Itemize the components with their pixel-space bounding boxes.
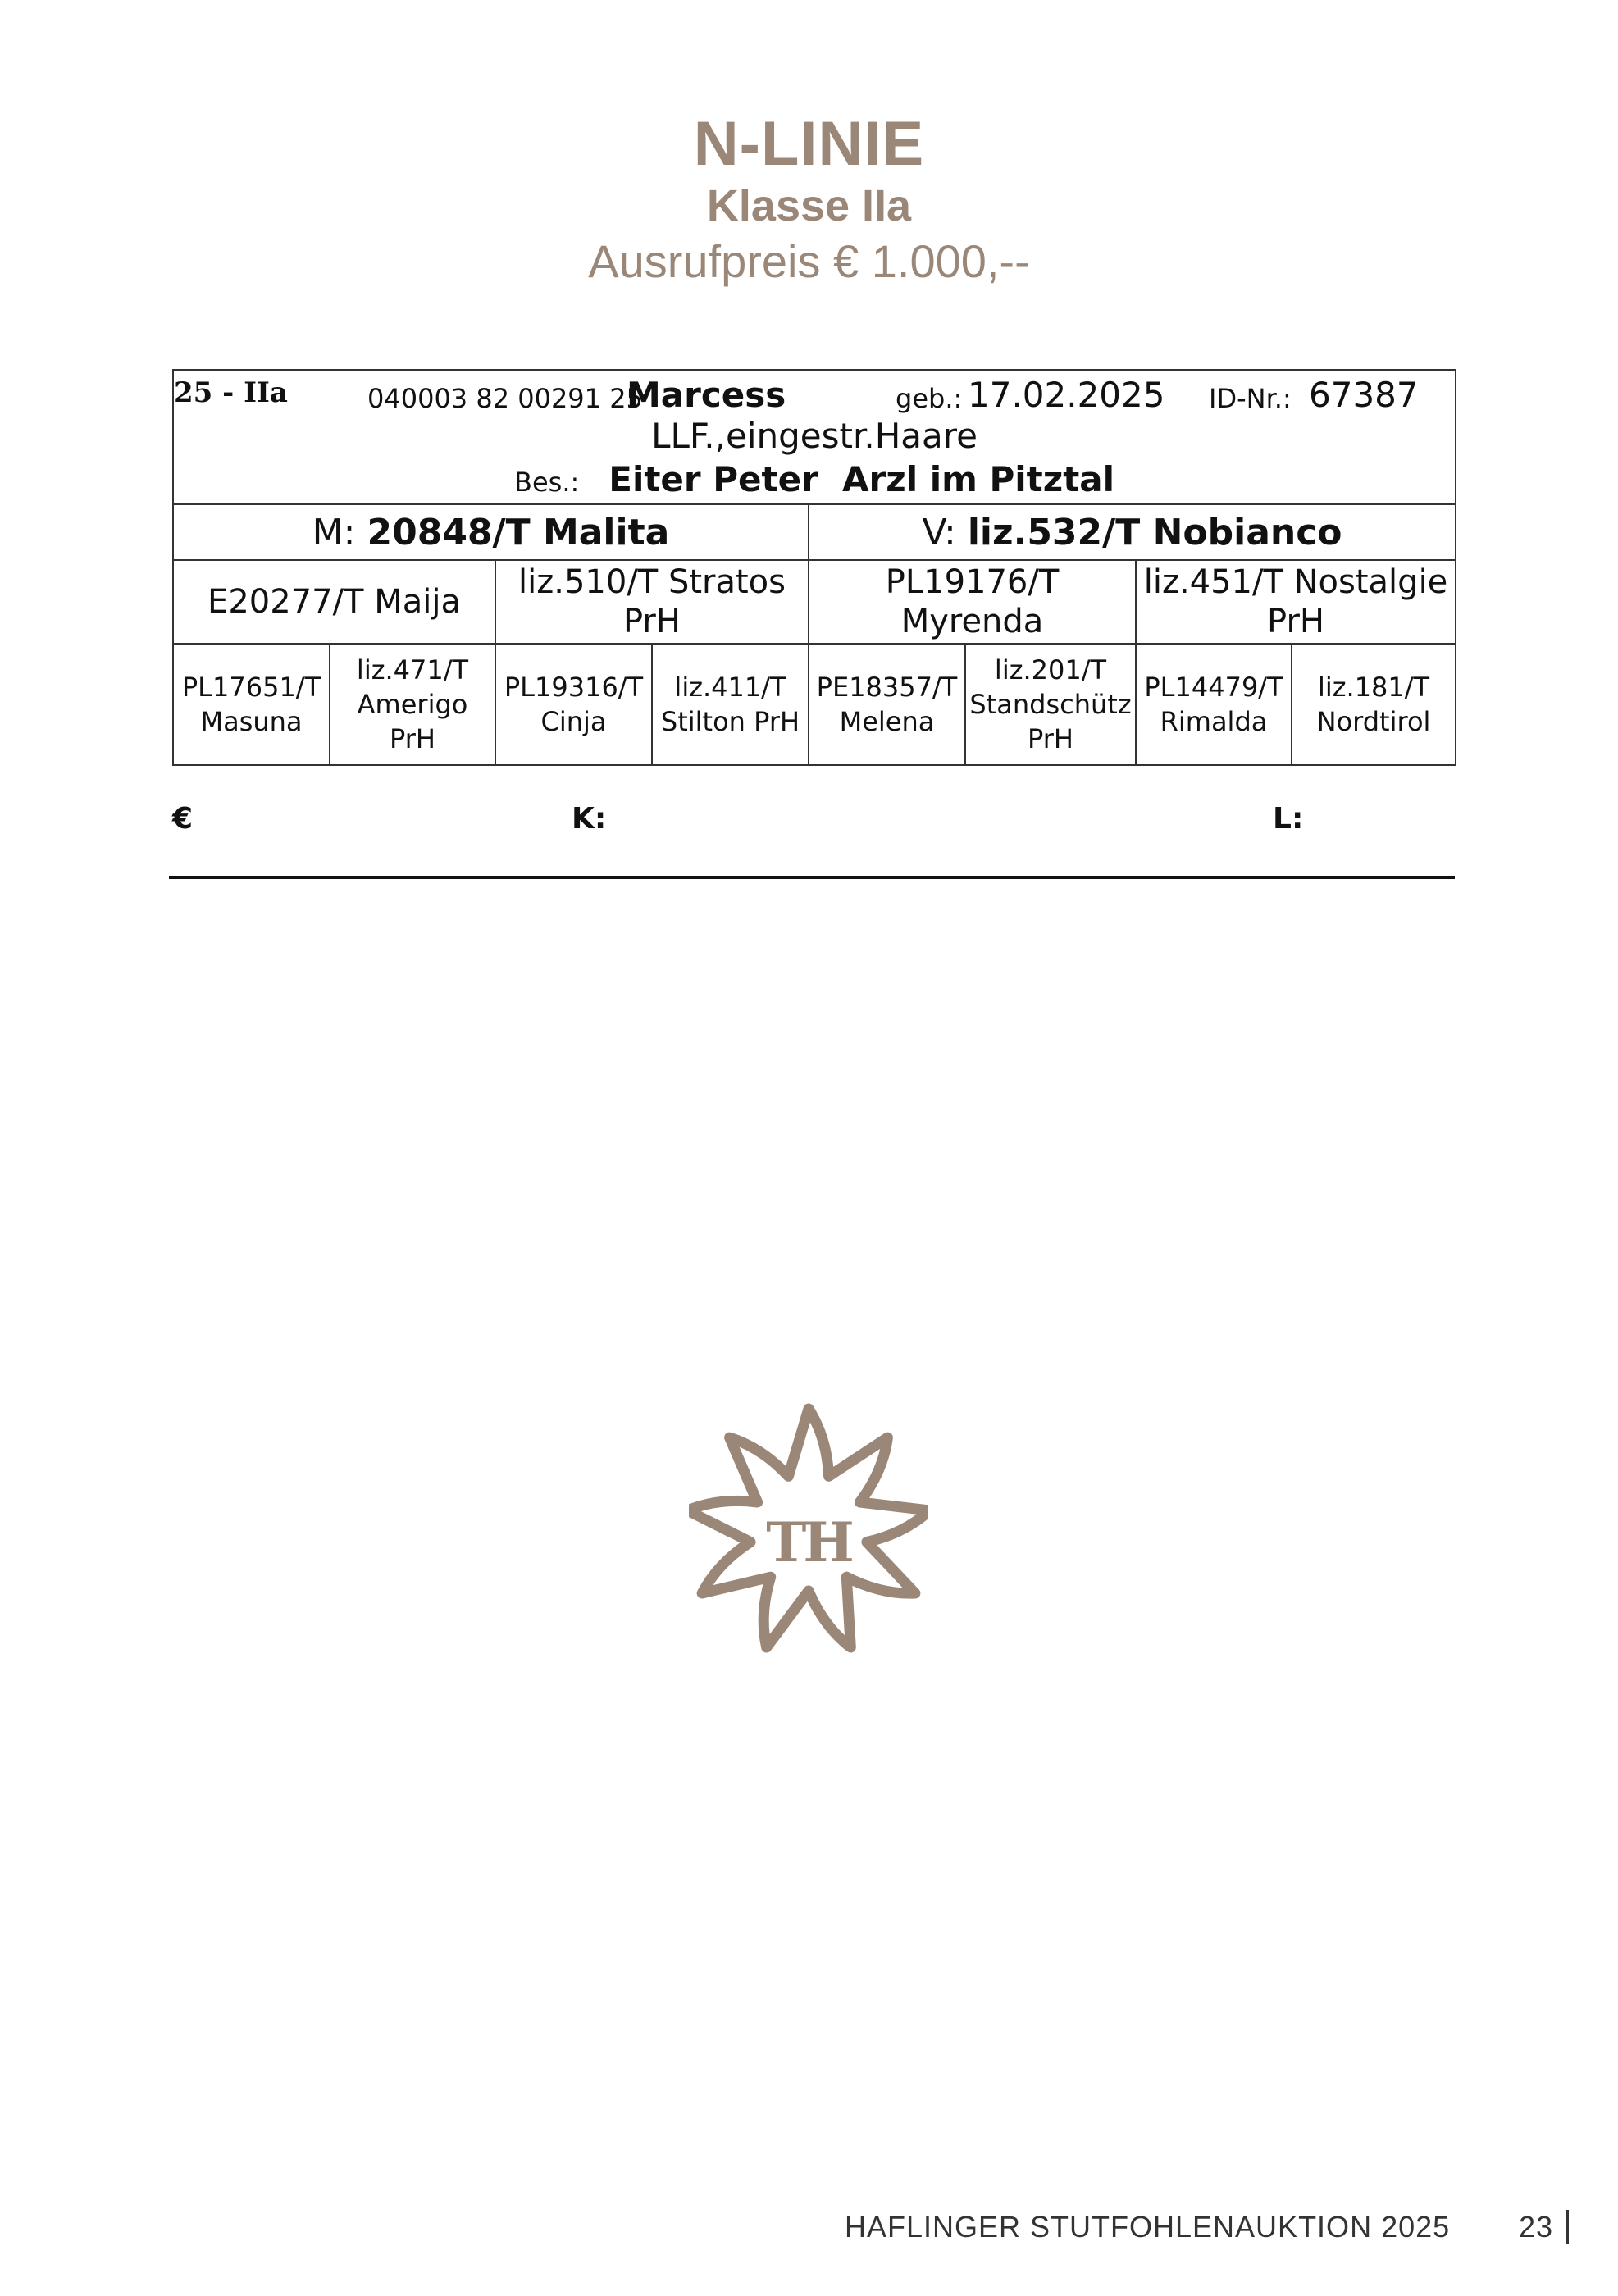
chip-number: 040003 82 00291 25 [367, 383, 643, 414]
dam-label: M: [312, 511, 356, 554]
lot-number: 25 - IIa [174, 376, 288, 409]
id-label: ID-Nr.: [1209, 383, 1292, 414]
line-title: N-LINIE [693, 109, 925, 179]
sire-name: liz.532/T Nobianco [967, 511, 1342, 554]
ancestor-5: PE18357/T Melena [809, 644, 965, 765]
footer-title: HAFLINGER STUTFOHLENAUKTION 2025 [845, 2210, 1451, 2244]
ancestor-4: liz.411/T Stilton PrH [652, 644, 809, 765]
ancestor-1: PL17651/T Masuna [173, 644, 330, 765]
dam-dam: E20277/T Maija [173, 560, 495, 644]
born-date: 17.02.2025 [968, 375, 1165, 415]
sire-label: V: [922, 511, 956, 554]
dam-cell [173, 504, 809, 560]
starting-price: Ausrufpreis € 1.000,-- [588, 235, 1030, 287]
price-label: € [172, 802, 194, 836]
owner-line [174, 458, 1455, 501]
id-number: 67387 [1309, 375, 1419, 415]
class-title: Klasse IIa [706, 181, 912, 230]
ancestor-6: liz.201/T Standschütz PrH [965, 644, 1136, 765]
logo-monogram: TH [766, 1510, 851, 1574]
ancestor-8: liz.181/T Nordtirol [1292, 644, 1456, 765]
sire-dam: PL19176/T Myrenda [809, 560, 1136, 644]
born-label: geb.: [896, 383, 963, 414]
l-label: L: [1273, 802, 1304, 836]
buyer-label: K: [572, 802, 607, 836]
coat-color: LLF.,eingestr.Haare [651, 416, 978, 456]
page-number: 23 [1519, 2210, 1554, 2244]
pedigree-table [172, 369, 1456, 766]
sire-sire: liz.451/T Nostalgie PrH [1136, 560, 1456, 644]
dam-name: 20848/T Malita [367, 511, 670, 554]
foal-name: Marcess [627, 375, 786, 415]
foal-info [173, 370, 1456, 504]
owner-name: Eiter Peter Arzl im Pitztal [608, 459, 1115, 499]
separator-line [169, 876, 1455, 879]
edelweiss-th-icon [689, 1401, 928, 1661]
owner-label: Bes.: [514, 467, 580, 498]
ancestor-3: PL19316/T Cinja [495, 644, 652, 765]
footer-separator [1566, 2210, 1569, 2244]
ancestor-7: PL14479/T Rimalda [1136, 644, 1292, 765]
dam-sire: liz.510/T Stratos PrH [495, 560, 809, 644]
sire-cell [809, 504, 1456, 560]
ancestor-2: liz.471/T Amerigo PrH [330, 644, 495, 765]
